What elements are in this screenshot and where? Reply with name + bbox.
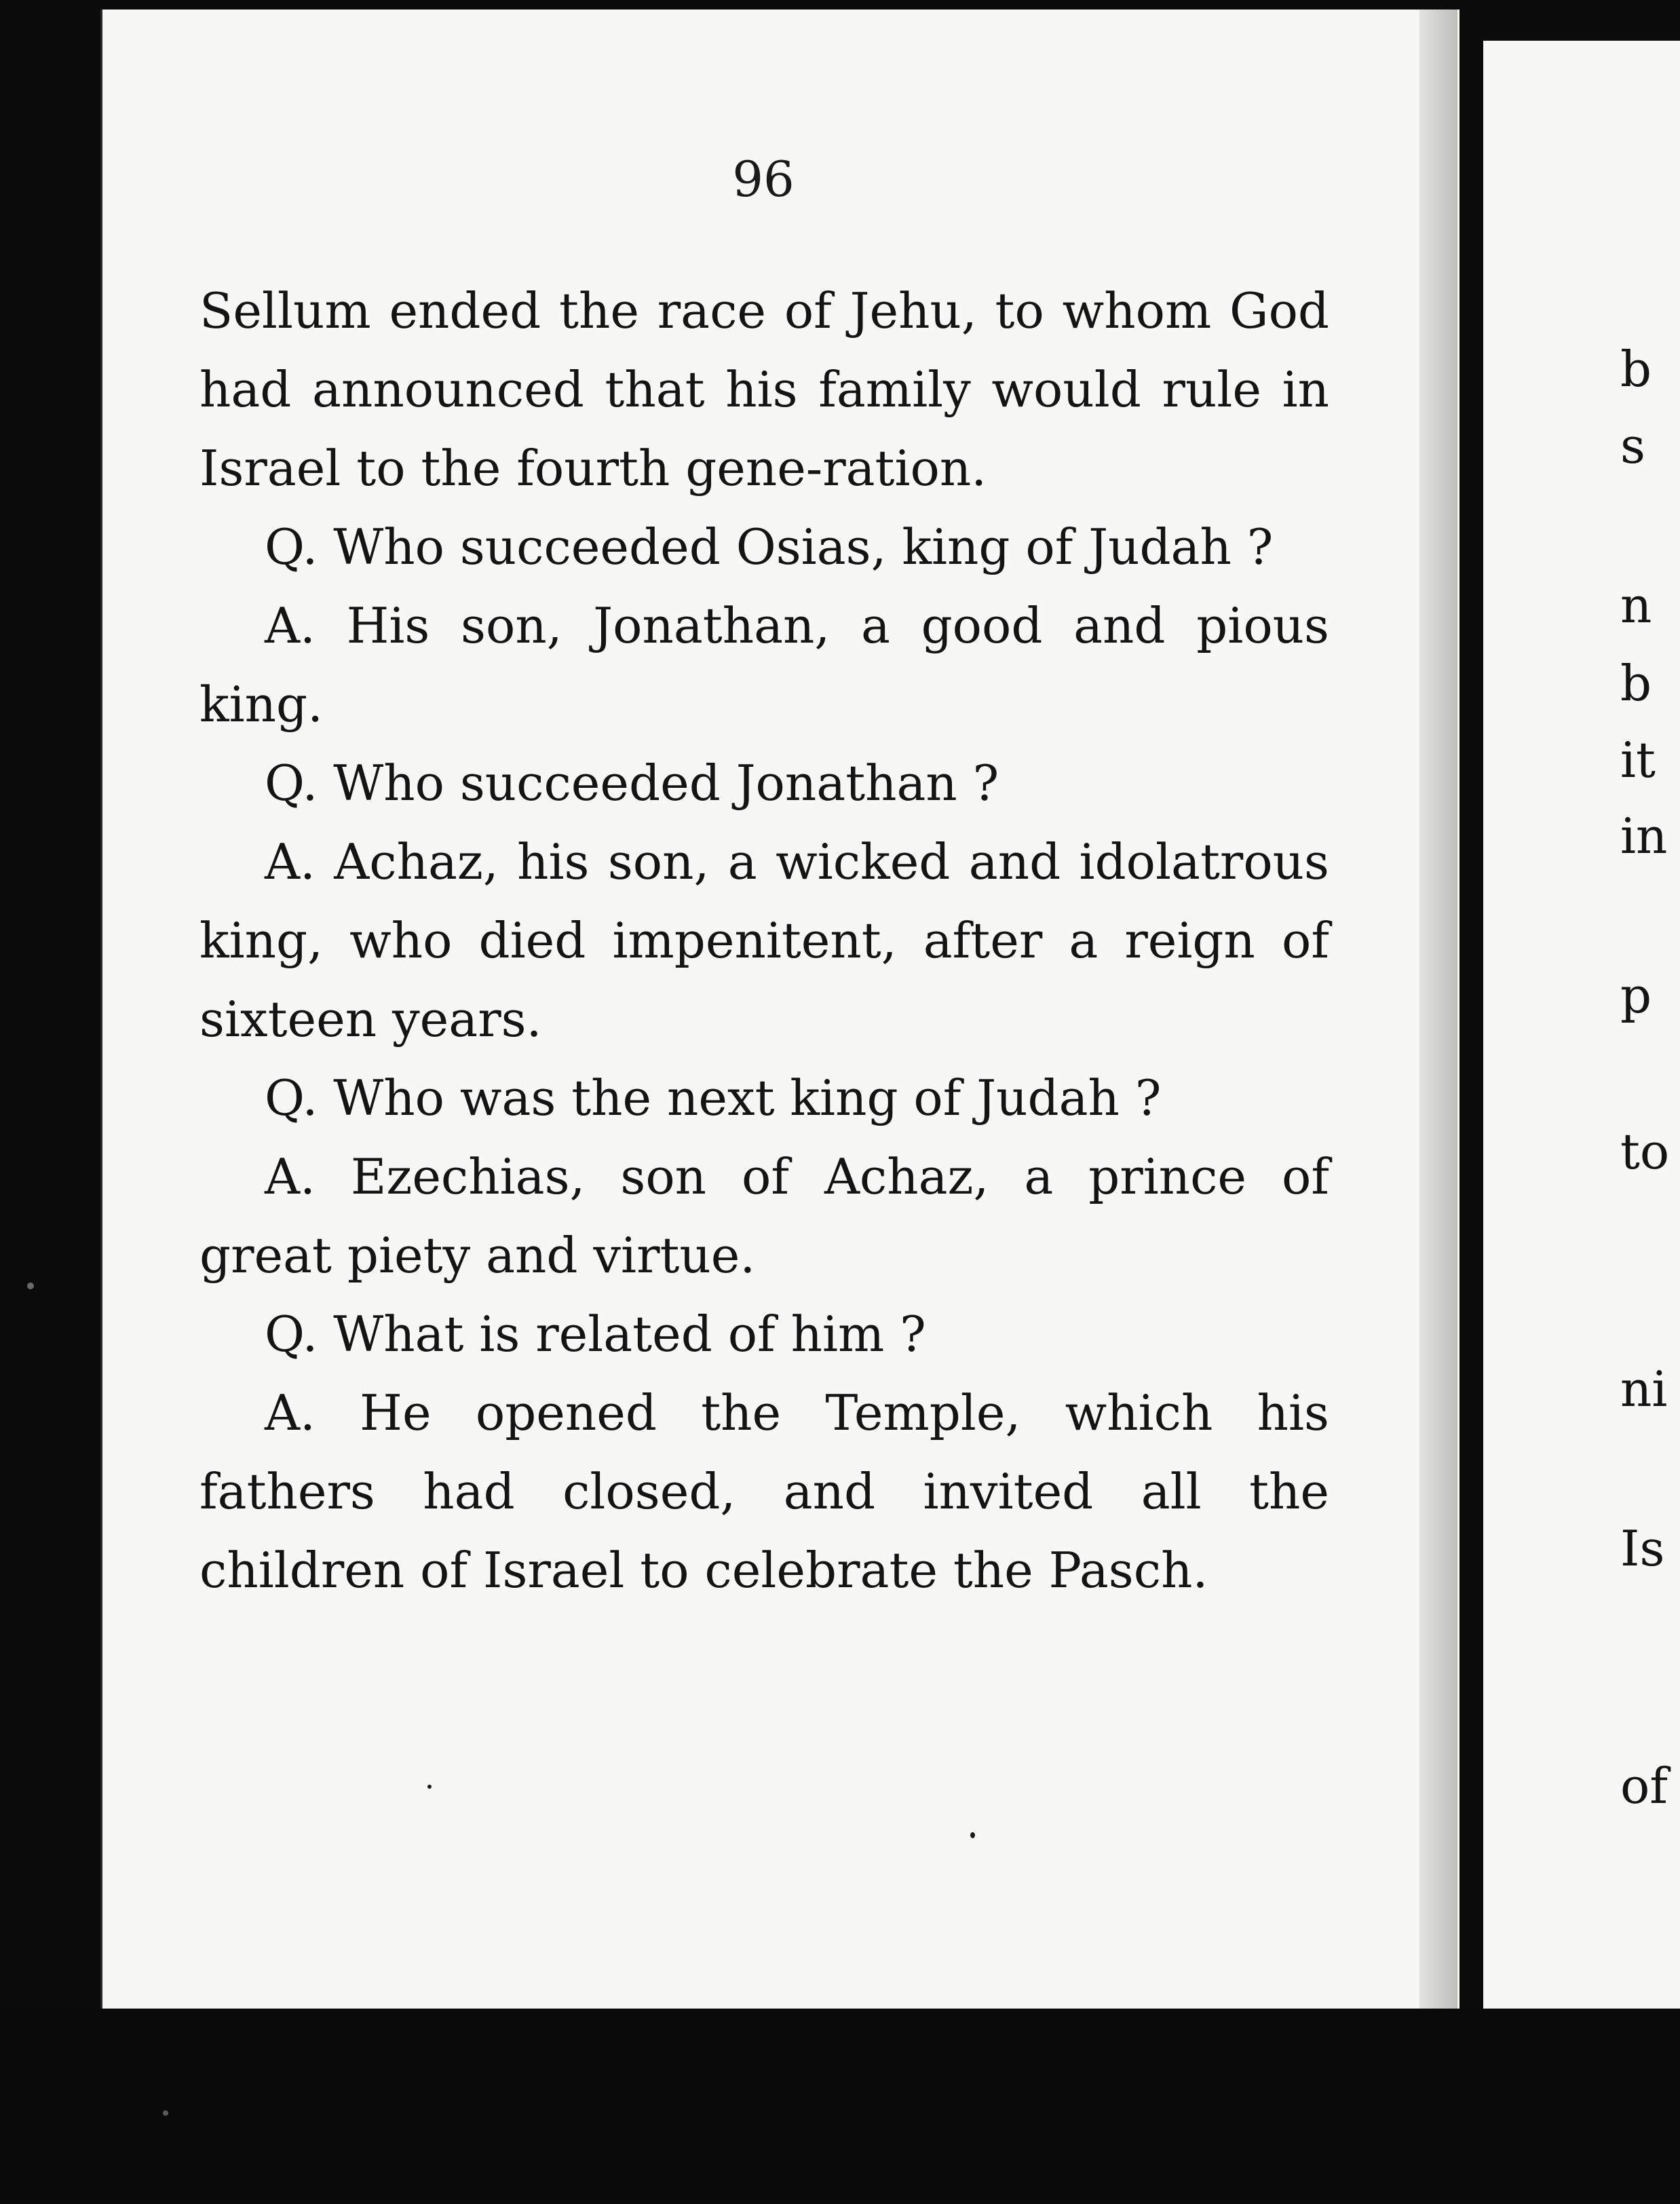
question-osias-successor: Q. Who succeeded Osias, king of Judah ? (265, 518, 1274, 575)
scan-border (0, 2009, 1680, 2204)
answer-jonathan: A. His son, Jonathan, a good and pious king. (199, 597, 1329, 733)
right-page-text-fragments (1620, 0, 1680, 2204)
ink-speck (970, 1832, 975, 1838)
ink-speck (27, 1282, 34, 1289)
page-body (199, 271, 1329, 1610)
page-gutter-shadow (1419, 10, 1457, 2009)
ink-speck (163, 2110, 168, 2116)
ink-speck (427, 1785, 432, 1789)
right-fragment: of (1620, 1758, 1668, 1814)
right-fragment: it (1620, 732, 1656, 788)
right-fragment: b (1620, 341, 1652, 398)
page-number: 96 (732, 151, 795, 208)
answer-temple: A. He opened the Temple, which his fathers had closed, and invited all the children of Israel to celebrate the Pasch. (199, 1384, 1329, 1599)
paragraph-sellum: Sellum ended the race of Jehu, to whom God had announced that his family would rule in Israel to the fourth gene-ration. (199, 282, 1329, 497)
right-fragment: to (1620, 1123, 1670, 1180)
right-fragment: p (1620, 967, 1652, 1024)
right-fragment: s (1620, 417, 1645, 474)
right-fragment: n (1620, 577, 1652, 634)
right-fragment: in (1620, 808, 1668, 864)
question-jonathan-successor: Q. Who succeeded Jonathan ? (265, 755, 999, 812)
right-fragment: ni (1620, 1361, 1668, 1418)
answer-achaz: A. Achaz, his son, a wicked and idolatrous king, who died impenitent, after a reign of sixteen years. (199, 833, 1329, 1048)
right-fragment: b (1620, 655, 1652, 712)
right-fragment: Is (1620, 1520, 1665, 1577)
question-related: Q. What is related of him ? (265, 1306, 926, 1363)
question-next-king: Q. Who was the next king of Judah ? (265, 1069, 1162, 1126)
answer-ezechias: A. Ezechias, son of Achaz, a prince of great piety and virtue. (199, 1148, 1329, 1284)
